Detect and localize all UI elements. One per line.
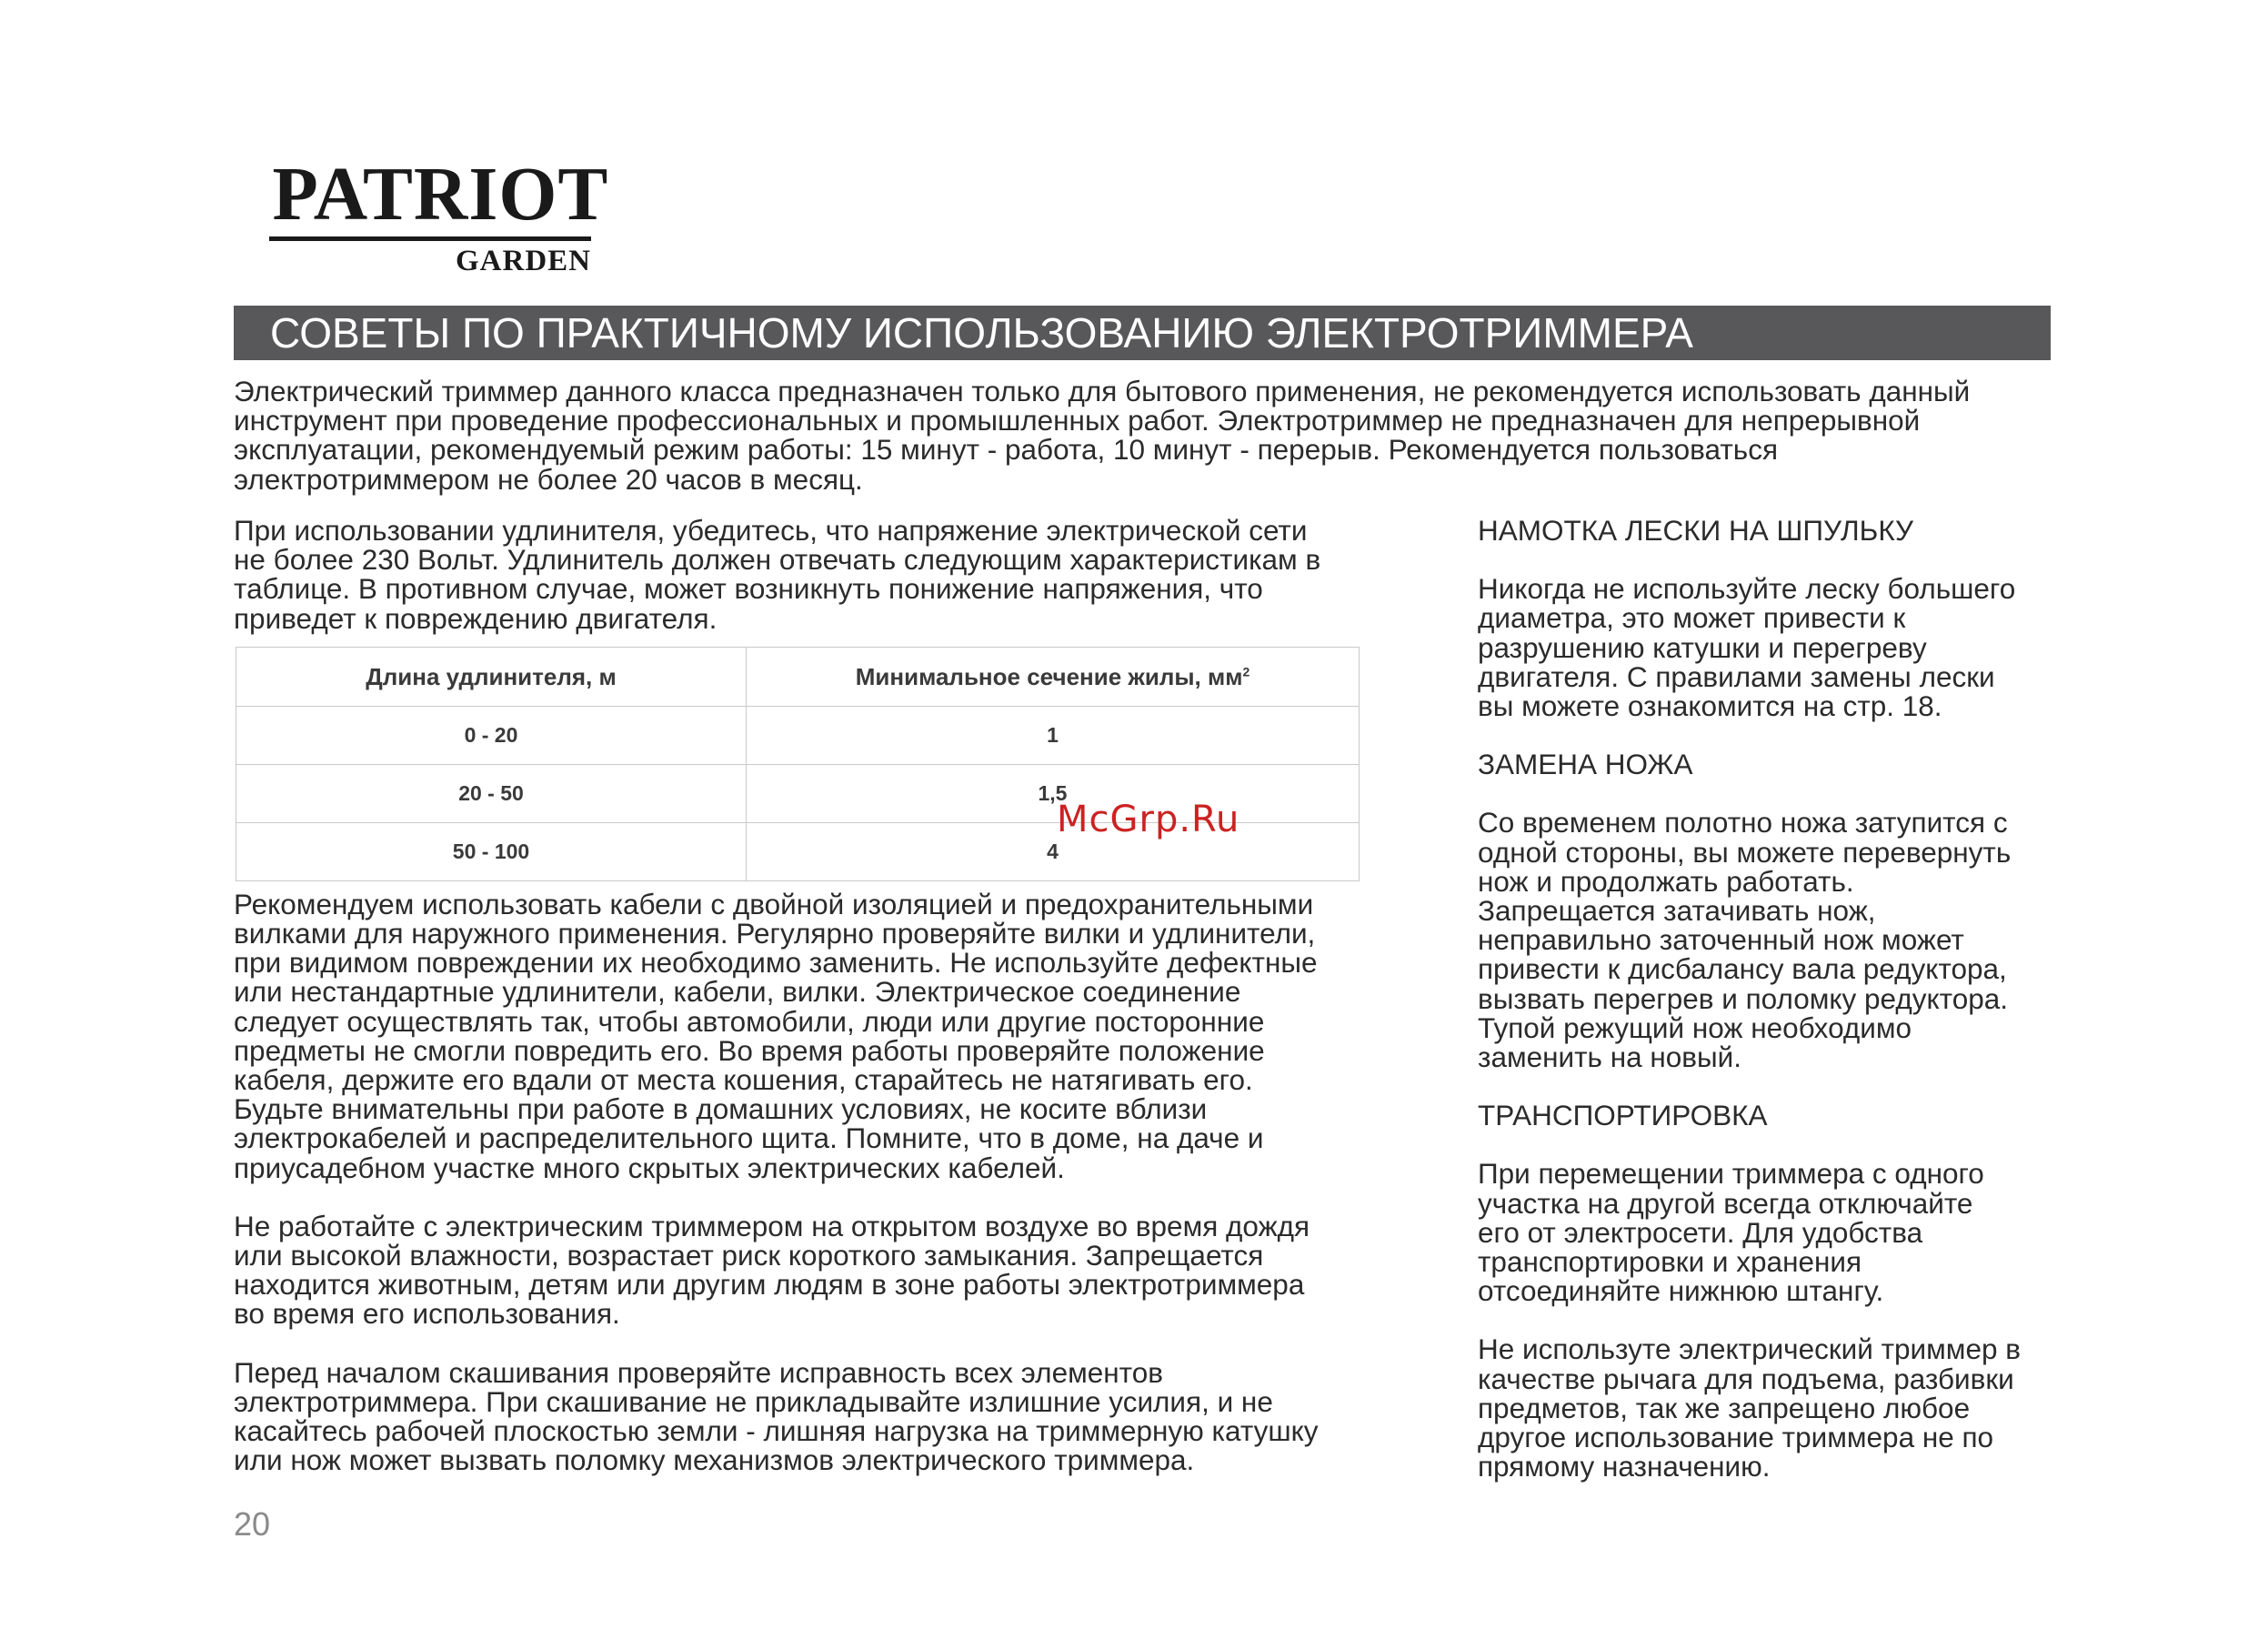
logo-brand-text: PATRIOT [272, 152, 609, 236]
spacer [1478, 779, 2069, 808]
brand-logo [269, 152, 609, 279]
spacer [1478, 1305, 2069, 1334]
section-title: СОВЕТЫ ПО ПРАКТИЧНОМУ ИСПОЛЬЗОВАНИЮ ЭЛЕКТРОТРИММЕРА [270, 309, 1693, 357]
inspection-paragraph: Перед началом скашивания проверяйте исправность всех элементов электротриммера. При скашивание не прикладывайте излишние усилия, и не касайтесь рабочей плоскостью земли - лишняя нагрузка на триммерную катушку или нож может вызвать поломку механизмов электрического триммера. [234, 1355, 1319, 1477]
intro-paragraph: Электрический триммер данного класса предназначен только для бытового применения, не рекомендуется использовать данный инструмент при проведение профессиональных и промышленных работ. Электротриммер не предназначен для непрерывной эксплуатации, рекомендуемый режим работы: 15 минут - работа, 10 минут - перерыв. Рекомендуется пользоваться электротриммером не более 20 часов в месяц. [234, 375, 1971, 496]
logo-divider [269, 236, 591, 241]
unit-superscript: 2 [1242, 663, 1250, 679]
heading-blade-replacement: ЗАМЕНА НОЖА [1478, 748, 1693, 781]
table-cell-length: 50 - 100 [236, 823, 747, 881]
misuse-paragraph: Не используте электрический триммер в качестве рычага для подъема, разбивки предметов, так же запрещено любое другое использование триммера не по прямому назначению. [1478, 1332, 2021, 1483]
section-title-bar [234, 306, 2051, 360]
table-header-length: Длина удлинителя, м [236, 648, 747, 707]
watermark: McGrp.Ru [1057, 799, 1240, 840]
extension-spec-table [236, 647, 1360, 881]
table-cell-length: 0 - 20 [236, 707, 747, 765]
spacer [1478, 720, 2069, 749]
extension-paragraph: При использовании удлинителя, убедитесь, что напряжение электрической сети не более 230 Вольт. Удлинитель должен отвечать следующим характеристикам в таблице. В противном случае, может возникнуть понижение напряжения, что приведет к повреждению двигателя. [234, 514, 1321, 635]
table-cell-section: 1 [747, 707, 1360, 765]
weather-paragraph: Не работайте с электрическим триммером на открытом воздухе во время дождя или высокой влажности, возрастает риск короткого замыкания. Запрещается находится животным, детям или другим людям в зоне работы электротриммера во время его использования. [234, 1209, 1310, 1331]
table-cell-section: 4 [747, 823, 1360, 881]
heading-transport: ТРАНСПОРТИРОВКА [1478, 1099, 1768, 1132]
spacer [1478, 545, 2069, 574]
spacer [234, 1329, 1370, 1358]
cables-paragraph: Рекомендуем использовать кабели с двойной изоляцией и предохранительными вилками для наружного применения. Регулярно проверяйте вилки и удлинители, при видимом повреждении их необходимо заменить. Не используйте дефектные или нестандартные удлинители, кабели, вилки. Электрическое соединение следует осуществлять так, чтобы автомобили, люди или другие посторонние предметы не смогли повредить его. Во время работы проверяйте положение кабеля, держите его вдали от места кошения, старайтесь не натягивать его. Будьте внимательны при работе в домашних условиях, не косите вблизи электрокабелей и распределительного щита. Помните, что в доме, на даче и приусадебном участке много скрытых электрических кабелей. [234, 887, 1318, 1184]
spacer [234, 1182, 1370, 1212]
table-row [236, 707, 1360, 765]
right-column [1478, 516, 2069, 1481]
heading-line-winding: НАМОТКА ЛЕСКИ НА ШПУЛЬКУ [1478, 514, 1914, 547]
blade-paragraph: Со временем полотно ножа затупится с одной стороны, вы можете перевернуть нож и продолжать работать. Запрещается затачивать нож, неправильно заточенный нож может привести к дисбалансу вала редуктора, вызвать перегрев и поломку редуктора. Тупой режущий нож необходимо заменить на новый. [1478, 806, 2012, 1074]
table-header-section: Минимальное сечение жилы, $мм^2$ [747, 648, 1360, 707]
line-winding-paragraph: Никогда не используйте леску большего диаметра, это может привести к разрушению катушки и перегреву двигателя. С правилами замены лески вы можете ознакомится на стр. 18. [1478, 572, 2016, 723]
transport-paragraph: При перемещении триммера с одного участка на другой всегда отключайте его от электросети. Для удобства транспортировки и хранения отсоединяйте нижнюю штангу. [1478, 1157, 1984, 1308]
spacer [1478, 1130, 2069, 1159]
table-header-row [236, 648, 1360, 707]
page-number: 20 [234, 1505, 271, 1543]
logo-sub-text: GARDEN [455, 245, 591, 277]
table-cell-length: 20 - 50 [236, 765, 747, 823]
spacer [1478, 1071, 2069, 1101]
table-cell-section: 1,5 [747, 765, 1360, 823]
